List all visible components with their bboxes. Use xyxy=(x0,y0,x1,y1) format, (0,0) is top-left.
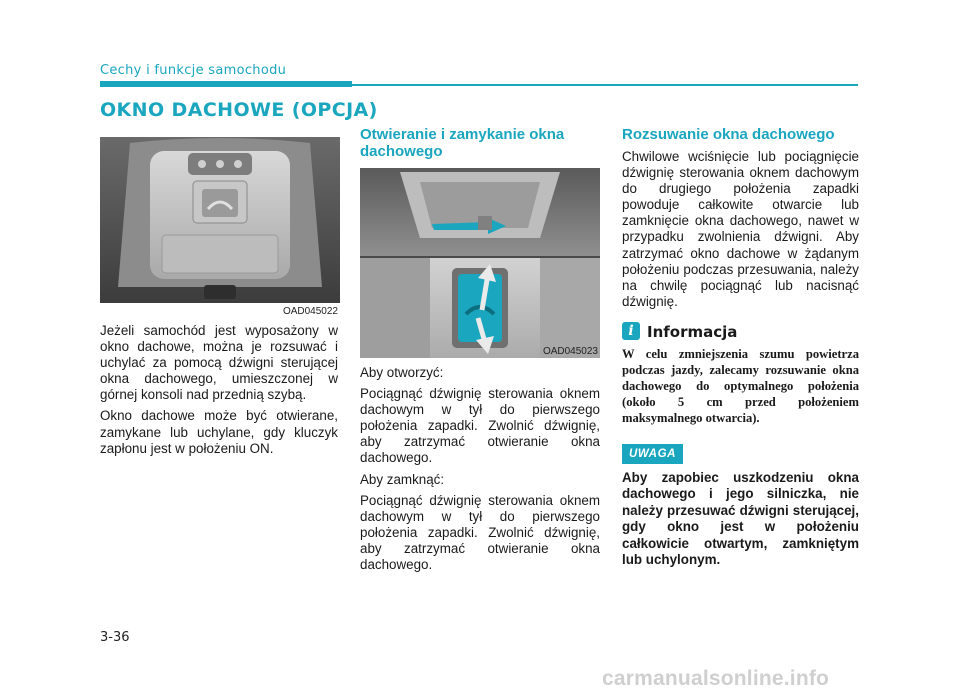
info-icon: i xyxy=(622,322,640,340)
slide-title: Rozsuwanie okna dachowego xyxy=(622,126,835,143)
sunroof-lever-illustration xyxy=(360,168,600,358)
watermark: carmanualsonline.info xyxy=(602,667,830,690)
open-close-title: Otwieranie i zamykanie okna dachowego xyxy=(360,126,565,160)
warning-box xyxy=(622,470,859,568)
left-text-block xyxy=(100,323,338,457)
figure-label-middle: OAD045023 xyxy=(542,346,598,357)
middle-paragraph-1: Aby otworzyć: xyxy=(360,365,444,380)
overhead-console-photo xyxy=(100,137,340,303)
left-paragraph-1: Jeżeli samochód jest wyposażony w okno dachowe, można je rozsuwać i uchylać za pomocą dźwigni sterującej okna dachowego, umieszczonej w górnej konsoli nad przednią szybą. xyxy=(100,323,338,403)
warning-text: Aby zapobiec uszkodzeniu okna dachowego i jego silniczka, nie należy przesuwać dźwigni sterującej, gdy okno jest w położeniu całkowicie otwartym, zamkniętym lub uchylonym. xyxy=(622,470,859,568)
warning-badge: UWAGA xyxy=(622,444,683,464)
chapter-header: Cechy i funkcje samochodu xyxy=(100,63,287,78)
figure-label-left: OAD045022 xyxy=(282,306,338,317)
middle-paragraph-3: Aby zamknąć: xyxy=(360,471,445,487)
left-paragraph-2: Okno dachowe może być otwierane, zamykane lub uchylane, gdy kluczyk zapłonu jest w położeniu ON. xyxy=(100,408,338,456)
page-number: 3-36 xyxy=(100,630,130,645)
header-accent-bar xyxy=(100,81,352,87)
sunroof-lever-photo xyxy=(360,168,600,358)
right-paragraph: Chwilowe wciśnięcie lub pociągnięcie dźwignię sterowania oknem dachowym do drugiego położenia zapadki powoduje całkowite otwarcie lub zamknięcie okna dachowego, nawet w przypadku zwolnienia dźwigni. Aby zatrzymać okno dachowe w żądanym położeniu podczas przesuwania, należy na chwilę pociągnąć lub nacisnąć dźwignię. xyxy=(622,149,859,309)
info-text: W celu zmniejszenia szumu powietrza podczas jazdy, zalecamy rozsuwanie okna dachowego do optymalnego położenia (około 5 cm przed położeniem maksymalnego otwarcia). xyxy=(622,347,859,425)
right-text-block xyxy=(622,149,859,310)
section-title: OKNO DACHOWE (OPCJA) xyxy=(100,99,378,121)
overhead-console-illustration xyxy=(100,137,340,303)
info-title: Informacja xyxy=(647,323,738,341)
info-box xyxy=(622,346,859,426)
middle-paragraph-2: Pociągnąć dźwignię sterowania oknem dachowym w tył do pierwszego położenia zapadki. Zwolnić dźwignię, aby zatrzymać otwieranie okna dachowego. xyxy=(360,386,600,466)
middle-text-block xyxy=(360,365,600,573)
header-rule xyxy=(352,84,858,86)
middle-paragraph-4: Pociągnąć dźwignię sterowania oknem dachowym w tył do pierwszego położenia zapadki. Zwolnić dźwignię, aby zatrzymać otwieranie okna dachowego. xyxy=(360,492,600,573)
